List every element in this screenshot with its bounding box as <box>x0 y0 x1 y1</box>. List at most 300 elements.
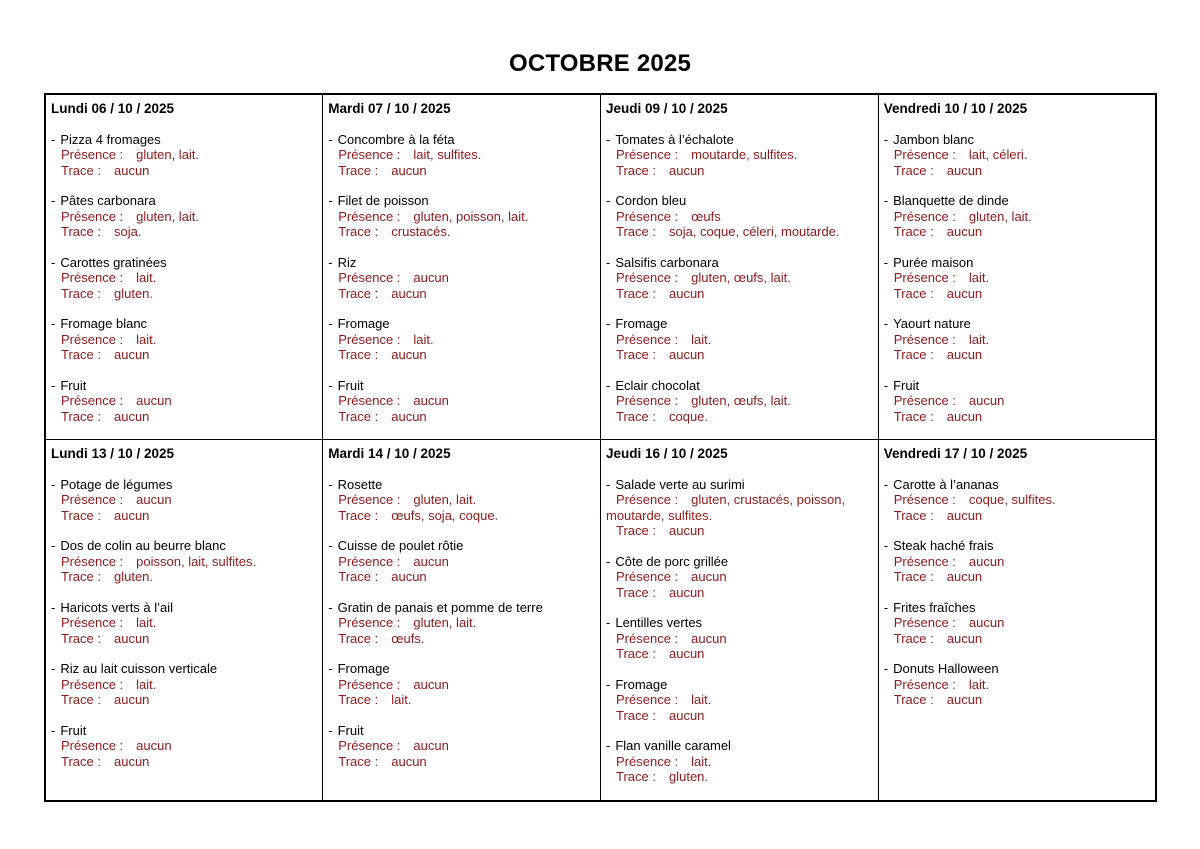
trace-value: crustacés. <box>391 224 451 239</box>
presence-value: aucun <box>136 738 172 753</box>
trace-value: aucun <box>946 569 983 584</box>
trace-line <box>884 347 1152 363</box>
presence-label: Présence : <box>61 553 124 569</box>
presence-line <box>884 147 1152 163</box>
presence-value: œufs <box>691 208 721 224</box>
trace-line <box>51 631 319 647</box>
presence-value: lait. <box>968 270 990 285</box>
trace-line <box>51 163 319 179</box>
dish-line <box>328 723 597 739</box>
day-cell <box>45 94 323 440</box>
menu-item <box>606 554 875 601</box>
dish-line <box>51 193 319 209</box>
dash-prefix: - <box>606 615 611 630</box>
presence-label: Présence : <box>61 147 124 162</box>
menu-item <box>51 255 319 302</box>
day-cell <box>601 94 879 440</box>
day-cell <box>878 440 1156 801</box>
dish-line <box>328 600 597 616</box>
presence-label: Présence : <box>338 208 401 224</box>
trace-label: Trace : <box>893 162 934 178</box>
dish-line <box>606 378 875 394</box>
dish-name: Fromage blanc <box>60 316 148 331</box>
dish-line <box>884 477 1152 493</box>
trace-value: aucun <box>113 753 150 769</box>
presence-label: Présence : <box>616 270 679 285</box>
trace-value: aucun <box>668 162 705 178</box>
dish-line <box>884 316 1152 332</box>
trace-label: Trace : <box>61 569 101 584</box>
presence-label: Présence : <box>616 492 679 507</box>
dish-line <box>51 132 319 148</box>
dash-prefix: - <box>328 254 333 270</box>
trace-value: aucun <box>668 646 705 661</box>
presence-line <box>51 677 319 693</box>
dish-name: Gratin de panais et pomme de terre <box>337 599 543 615</box>
dish-name: Yaourt nature <box>893 316 971 331</box>
trace-label: Trace : <box>61 630 101 646</box>
trace-label: Trace : <box>893 692 934 707</box>
trace-line <box>884 631 1152 647</box>
dash-prefix: - <box>883 661 889 676</box>
dash-prefix: - <box>606 476 611 492</box>
menu-item <box>884 538 1152 585</box>
trace-value: aucun <box>113 692 150 707</box>
trace-line <box>328 569 597 585</box>
presence-value: aucun <box>413 270 449 285</box>
dish-name: Blanquette de dinde <box>893 193 1009 208</box>
trace-label: Trace : <box>616 408 656 424</box>
dash-prefix: - <box>883 316 889 331</box>
presence-line <box>606 631 875 647</box>
dash-prefix: - <box>328 538 333 553</box>
trace-line <box>884 224 1152 240</box>
dish-name: Riz au lait cuisson verticale <box>60 661 218 676</box>
presence-label: Présence : <box>61 208 124 224</box>
trace-value: aucun <box>946 224 983 239</box>
dish-line <box>51 316 319 332</box>
dish-line <box>884 255 1152 271</box>
menu-item <box>51 661 319 708</box>
trace-line <box>606 646 875 662</box>
trace-line <box>606 163 875 179</box>
trace-label: Trace : <box>61 162 101 178</box>
dish-name: Steak haché frais <box>893 538 994 553</box>
dish-name: Fromage <box>337 661 390 676</box>
trace-label: Trace : <box>338 569 379 584</box>
trace-value: aucun <box>946 507 983 523</box>
dish-line <box>606 316 875 332</box>
trace-value: aucun <box>391 753 427 769</box>
trace-value: aucun <box>113 507 150 523</box>
dish-name: Lentilles vertes <box>615 615 703 630</box>
presence-label: Présence : <box>893 208 956 224</box>
trace-line <box>51 569 319 585</box>
dish-line <box>51 538 319 554</box>
dash-prefix: - <box>328 316 333 331</box>
presence-label: Présence : <box>893 553 956 569</box>
day-date: Mardi 07 / 10 / 2025 <box>328 101 451 116</box>
trace-label: Trace : <box>893 507 934 523</box>
dash-prefix: - <box>883 599 889 615</box>
presence-line <box>51 393 319 409</box>
trace-label: Trace : <box>338 630 379 646</box>
presence-value: lait. <box>691 331 712 347</box>
dish-line <box>884 600 1152 616</box>
dish-line <box>606 132 875 148</box>
presence-line <box>606 393 875 409</box>
menu-item <box>606 477 875 539</box>
menu-item <box>328 378 597 425</box>
trace-label: Trace : <box>616 646 656 661</box>
trace-label: Trace : <box>338 224 379 239</box>
day-date: Vendredi 17 / 10 / 2025 <box>883 446 1028 461</box>
dash-prefix: - <box>51 316 56 331</box>
dash-prefix: - <box>883 193 889 208</box>
presence-line <box>51 332 319 348</box>
dish-name: Rosette <box>337 476 383 492</box>
trace-value: gluten. <box>668 769 709 784</box>
presence-label: Présence : <box>61 615 124 630</box>
dish-name: Flan vanille caramel <box>615 738 731 753</box>
trace-line <box>328 347 597 363</box>
trace-line <box>51 692 319 708</box>
dash-prefix: - <box>883 538 889 553</box>
presence-value: aucun <box>968 393 1005 408</box>
day-date: Lundi 13 / 10 / 2025 <box>51 446 175 461</box>
menu-item <box>51 538 319 585</box>
presence-line <box>884 393 1152 409</box>
presence-label: Présence : <box>893 270 956 285</box>
trace-line <box>884 409 1152 425</box>
menu-item <box>328 538 597 585</box>
dash-prefix: - <box>606 738 611 753</box>
menu-table-body <box>45 94 1156 801</box>
presence-value: lait. <box>136 676 157 692</box>
dish-line <box>884 132 1152 148</box>
dish-line <box>328 378 597 394</box>
presence-line <box>884 554 1152 570</box>
dish-name: Cuisse de poulet rôtie <box>337 538 464 553</box>
trace-value: aucun <box>946 162 983 178</box>
presence-label: Présence : <box>338 147 401 162</box>
dash-prefix: - <box>51 599 56 615</box>
trace-value: aucun <box>668 523 705 538</box>
menu-item <box>606 255 875 302</box>
presence-value: aucun <box>968 553 1005 569</box>
trace-line <box>884 569 1152 585</box>
presence-line <box>328 554 597 570</box>
presence-line <box>328 738 597 754</box>
menu-item <box>328 193 597 240</box>
menu-item <box>51 723 319 770</box>
trace-value: aucun <box>391 569 427 584</box>
dish-line <box>884 378 1152 394</box>
presence-value: aucun <box>413 676 449 692</box>
dish-line <box>606 615 875 631</box>
presence-label: Présence : <box>616 630 679 646</box>
dish-name: Carotte à l’ananas <box>893 476 999 492</box>
trace-label: Trace : <box>338 347 379 362</box>
trace-label: Trace : <box>616 347 656 362</box>
menu-item <box>328 255 597 302</box>
dash-prefix: - <box>606 676 611 692</box>
dish-name: Concombre à la féta <box>337 131 455 147</box>
dish-name: Donuts Halloween <box>893 661 999 676</box>
presence-label: Présence : <box>616 208 679 224</box>
trace-value: aucun <box>391 408 427 424</box>
presence-value: moutarde, sulfites. <box>691 147 798 162</box>
dash-prefix: - <box>51 722 56 738</box>
dish-name: Fruit <box>337 722 364 738</box>
dash-prefix: - <box>51 661 56 676</box>
menu-item <box>606 677 875 724</box>
presence-value: gluten, lait. <box>413 492 477 507</box>
dish-line <box>606 738 875 754</box>
trace-value: aucun <box>113 630 150 646</box>
dash-prefix: - <box>328 131 333 147</box>
presence-label: Présence : <box>616 569 679 584</box>
trace-value: aucun <box>668 285 705 301</box>
trace-line <box>328 692 597 708</box>
presence-label: Présence : <box>61 738 124 753</box>
presence-line <box>51 615 319 631</box>
presence-value: gluten, poisson, lait. <box>413 208 529 224</box>
trace-line <box>328 754 597 770</box>
trace-value: aucun <box>668 707 705 723</box>
presence-line <box>328 492 597 508</box>
presence-line <box>51 492 319 508</box>
presence-label: Présence : <box>338 270 401 285</box>
presence-line <box>884 677 1152 693</box>
dash-prefix: - <box>606 131 611 147</box>
presence-line <box>606 270 875 286</box>
presence-value: aucun <box>968 615 1005 630</box>
dish-line <box>328 477 597 493</box>
menu-item <box>606 132 875 179</box>
trace-line <box>51 508 319 524</box>
trace-line <box>606 523 875 539</box>
trace-label: Trace : <box>61 347 101 362</box>
presence-line <box>328 270 597 286</box>
dish-line <box>328 538 597 554</box>
trace-label: Trace : <box>893 569 934 584</box>
trace-label: Trace : <box>616 523 656 538</box>
menu-item <box>884 661 1152 708</box>
menu-item <box>51 316 319 363</box>
dish-line <box>51 661 319 677</box>
dash-prefix: - <box>606 254 611 270</box>
menu-item <box>606 378 875 425</box>
trace-value: aucun <box>946 630 983 646</box>
dash-prefix: - <box>328 722 333 738</box>
presence-label: Présence : <box>616 692 679 707</box>
day-date: Mardi 14 / 10 / 2025 <box>328 446 451 461</box>
week-row-1 <box>45 94 1156 440</box>
dish-name: Fruit <box>60 722 87 738</box>
trace-label: Trace : <box>893 285 934 301</box>
presence-value: lait. <box>136 615 157 630</box>
dish-name: Fromage <box>337 316 390 331</box>
presence-value: aucun <box>136 393 172 408</box>
presence-label: Présence : <box>338 393 401 408</box>
trace-label: Trace : <box>893 630 934 646</box>
presence-value: lait. <box>136 331 157 347</box>
trace-line <box>51 286 319 302</box>
dish-line <box>328 193 597 209</box>
presence-value: gluten, crustacés, poisson, moutarde, sulfites. <box>606 492 846 523</box>
trace-line <box>51 224 319 240</box>
dish-name: Purée maison <box>893 254 974 270</box>
dash-prefix: - <box>51 476 56 492</box>
trace-value: aucun <box>113 162 150 178</box>
trace-value: aucun <box>946 347 983 362</box>
dash-prefix: - <box>606 193 611 208</box>
presence-line <box>51 209 319 225</box>
presence-label: Présence : <box>61 676 124 692</box>
trace-line <box>606 409 875 425</box>
trace-label: Trace : <box>61 753 101 769</box>
menu-item <box>328 132 597 179</box>
menu-item <box>884 193 1152 240</box>
trace-label: Trace : <box>338 408 379 424</box>
dish-line <box>606 193 875 209</box>
dash-prefix: - <box>51 254 56 270</box>
dish-name: Carottes gratinées <box>60 254 167 270</box>
presence-line <box>884 492 1152 508</box>
dish-line <box>51 723 319 739</box>
presence-line <box>328 393 597 409</box>
presence-value: lait, sulfites. <box>413 147 482 162</box>
menu-item <box>884 378 1152 425</box>
presence-value: gluten, lait. <box>136 147 200 162</box>
dish-line <box>328 661 597 677</box>
dish-name: Tomates à l’échalote <box>615 131 734 147</box>
day-cell <box>45 440 323 801</box>
presence-label: Présence : <box>338 492 401 507</box>
dish-name: Dos de colin au beurre blanc <box>60 538 226 553</box>
menu-item <box>606 193 875 240</box>
presence-label: Présence : <box>338 615 401 630</box>
trace-line <box>884 286 1152 302</box>
dash-prefix: - <box>883 377 889 393</box>
menu-item <box>51 600 319 647</box>
trace-label: Trace : <box>616 162 656 178</box>
dish-name: Fromage <box>615 676 668 692</box>
presence-value: lait. <box>413 331 434 347</box>
trace-label: Trace : <box>616 584 656 600</box>
day-cell <box>323 440 601 801</box>
presence-value: aucun <box>413 553 449 569</box>
menu-item <box>884 600 1152 647</box>
page-title: OCTOBRE 2025 <box>508 50 692 77</box>
menu-item <box>328 477 597 524</box>
trace-line <box>328 224 597 240</box>
trace-label: Trace : <box>616 285 656 301</box>
dish-name: Cordon bleu <box>615 193 687 208</box>
week-row-2 <box>45 440 1156 801</box>
dish-line <box>884 661 1152 677</box>
trace-line <box>51 754 319 770</box>
presence-label: Présence : <box>338 676 401 692</box>
dash-prefix: - <box>883 131 889 147</box>
trace-line <box>606 585 875 601</box>
trace-value: aucun <box>668 584 705 600</box>
trace-value: aucun <box>668 347 705 362</box>
presence-line <box>884 209 1152 225</box>
trace-value: coque. <box>668 408 709 424</box>
menu-item <box>884 477 1152 524</box>
dish-name: Filet de poisson <box>337 193 429 208</box>
trace-line <box>328 409 597 425</box>
day-cell <box>323 94 601 440</box>
presence-line <box>884 615 1152 631</box>
presence-value: lait. <box>691 692 712 707</box>
dash-prefix: - <box>51 131 56 147</box>
dish-name: Haricots verts à l’ail <box>60 599 174 615</box>
dish-name: Pâtes carbonara <box>60 193 156 208</box>
dish-name: Frites fraîches <box>893 599 976 615</box>
trace-value: gluten. <box>113 569 154 584</box>
presence-label: Présence : <box>893 615 956 630</box>
menu-table <box>44 93 1157 802</box>
presence-value: aucun <box>691 630 727 646</box>
dish-line <box>884 538 1152 554</box>
presence-label: Présence : <box>616 331 679 347</box>
presence-label: Présence : <box>893 676 956 692</box>
presence-line <box>606 209 875 225</box>
presence-line <box>884 332 1152 348</box>
presence-value: lait. <box>136 270 157 285</box>
dash-prefix: - <box>328 476 333 492</box>
trace-line <box>328 163 597 179</box>
presence-line <box>51 738 319 754</box>
presence-value: gluten, lait. <box>413 615 477 630</box>
presence-value: aucun <box>691 569 727 584</box>
trace-label: Trace : <box>61 408 101 424</box>
trace-label: Trace : <box>338 285 379 301</box>
menu-item <box>328 316 597 363</box>
dish-name: Salade verte au surimi <box>615 476 745 492</box>
presence-value: lait, céleri. <box>968 147 1028 162</box>
trace-value: gluten. <box>113 285 154 301</box>
dish-name: Salsifis carbonara <box>615 254 719 270</box>
trace-value: aucun <box>946 692 983 707</box>
presence-line <box>51 147 319 163</box>
trace-line <box>606 224 875 240</box>
trace-line <box>328 286 597 302</box>
trace-line <box>51 409 319 425</box>
dish-name: Riz <box>337 254 357 270</box>
trace-value: aucun <box>113 408 150 424</box>
day-cell <box>878 94 1156 440</box>
day-cell <box>601 440 879 801</box>
dish-line <box>328 132 597 148</box>
dash-prefix: - <box>883 254 889 270</box>
trace-value: aucun <box>391 347 427 362</box>
menu-item <box>606 316 875 363</box>
trace-label: Trace : <box>616 707 656 723</box>
trace-value: aucun <box>391 162 427 178</box>
menu-item <box>606 738 875 785</box>
dash-prefix: - <box>328 193 333 208</box>
dash-prefix: - <box>51 193 56 208</box>
presence-label: Présence : <box>893 393 956 408</box>
dash-prefix: - <box>328 599 333 615</box>
dish-line <box>51 477 319 493</box>
dish-line <box>51 255 319 271</box>
menu-item <box>884 132 1152 179</box>
